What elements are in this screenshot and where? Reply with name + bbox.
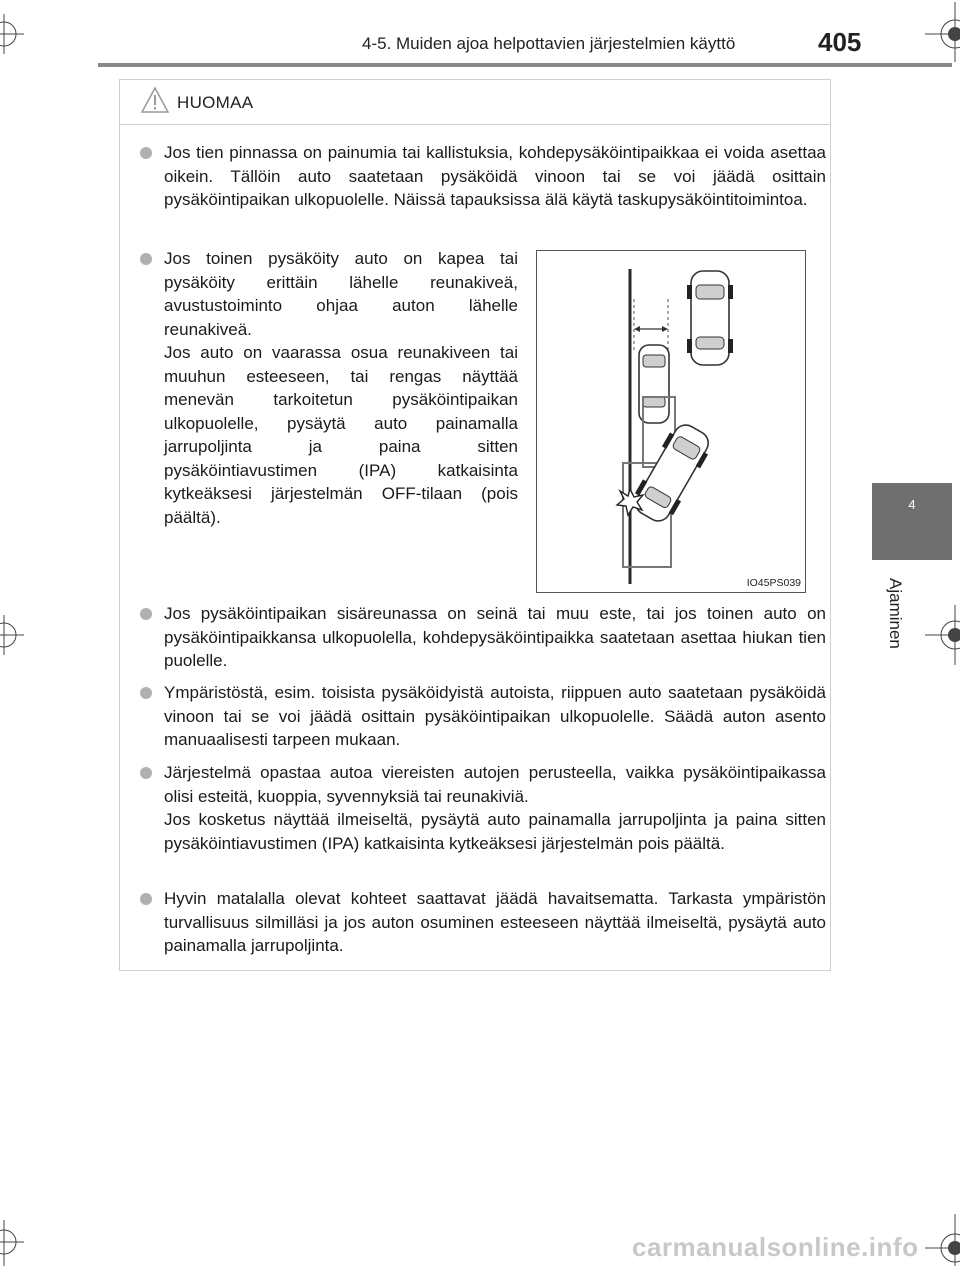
warning-triangle-icon <box>140 86 170 114</box>
bullet-icon <box>140 767 152 779</box>
list-item-text: Jos auto on vaarassa osua reunakiveen tai muuhun esteeseen, tai rengas näyttää menevän tarkoitetun pysäköintipaikan ulkopuolelle, pysäytä auto painamalla jarrupoljinta ja paina sitten pysäköintiavustimen (IPA) katkaisinta kytkeäksesi järjestelmän OFF-tilaan (pois päältä). <box>164 343 518 527</box>
chapter-label: Ajaminen <box>886 578 905 649</box>
list-item-text: Hyvin matalalla olevat kohteet saattavat jäädä havaitsematta. Tarkasta ympäristön turvallisuus silmilläsi ja jos auton osuminen esteeseen näyttää ilmeiseltä, pysäytä auto painamalla jarrupoljinta. <box>164 889 826 955</box>
parked-car-icon <box>687 271 733 365</box>
notice-title: HUOMAA <box>177 93 254 112</box>
list-item-text: Jos tien pinnassa on painumia tai kallistuksia, kohdepysäköintipaikkaa ei voida asettaa oikein. Tällöin auto saatetaan pysäköidä vinoon tai se voi jäädä osittain pysäköintipaikan ulkopuolelle. Näissä tapauksissa älä käytä taskupysäköintitoimintoa. <box>164 143 826 209</box>
section-title: 4-5. Muiden ajoa helpottavien järjestelmien käyttö <box>362 34 736 53</box>
list-item-text: Jos toinen pysäköity auto on kapea tai pysäköity erittäin lähelle reunakiveä, avustustoiminto ohjaa auton lähelle reunakiveä. <box>164 249 518 339</box>
crop-mark-top-left-icon <box>0 14 24 54</box>
bullet-icon <box>140 687 152 699</box>
bullet-icon <box>140 253 152 265</box>
maneuvering-car-icon <box>628 419 716 528</box>
bullet-icon <box>140 608 152 620</box>
page-number: 405 <box>818 27 862 57</box>
header-divider <box>98 63 952 67</box>
figure-code: IO45PS039 <box>746 577 801 589</box>
parking-diagram <box>537 251 805 592</box>
arrowhead-left-icon <box>634 326 640 332</box>
crop-mark-mid-right-icon <box>925 605 960 665</box>
crop-mark-bottom-right-icon <box>925 1214 960 1266</box>
crop-mark-top-right-icon <box>925 2 960 62</box>
notice-header <box>120 80 830 125</box>
parking-illustration <box>536 250 806 593</box>
list-item-text: Järjestelmä opastaa autoa viereisten autojen perusteella, vaikka pysäköintipaikassa olisi esteitä, kuoppia, syvennyksiä tai reunakiviä. <box>164 763 826 806</box>
watermark: carmanualsonline.info <box>632 1232 919 1262</box>
list-item <box>140 141 826 212</box>
list-item-text: Jos pysäköintipaikan sisäreunassa on seinä tai muu este, tai jos toinen auto on pysäköintipaikkansa ulkopuolella, kohdepysäköintipaikka saatetaan asettaa hiukan tien puolelle. <box>164 604 826 670</box>
list-item-text: Ympäristöstä, esim. toisista pysäköidyistä autoista, riippuen auto saatetaan pysäköidä vinoon tai se voi jäädä osittain pysäköintipaikan ulkopuolelle. Säädä auton asento manuaalisesti tarpeen mukaan. <box>164 683 826 749</box>
chapter-label-container <box>883 578 911 668</box>
list-item <box>140 602 826 673</box>
list-item <box>140 247 518 529</box>
list-item <box>140 681 826 752</box>
crop-mark-bottom-left-icon <box>0 1220 24 1266</box>
chapter-number: 4 <box>908 497 916 512</box>
bullet-icon <box>140 147 152 159</box>
chapter-tab <box>872 483 952 560</box>
list-item <box>140 761 826 855</box>
arrowhead-right-icon <box>662 326 668 332</box>
list-item <box>140 887 826 958</box>
bullet-icon <box>140 893 152 905</box>
list-item-text: Jos kosketus näyttää ilmeiseltä, pysäytä auto painamalla jarrupoljinta ja paina sitten pysäköintiavustimen (IPA) katkaisinta kytkeäksesi järjestelmän pois päältä. <box>164 810 826 853</box>
crop-mark-mid-left-icon <box>0 615 24 655</box>
